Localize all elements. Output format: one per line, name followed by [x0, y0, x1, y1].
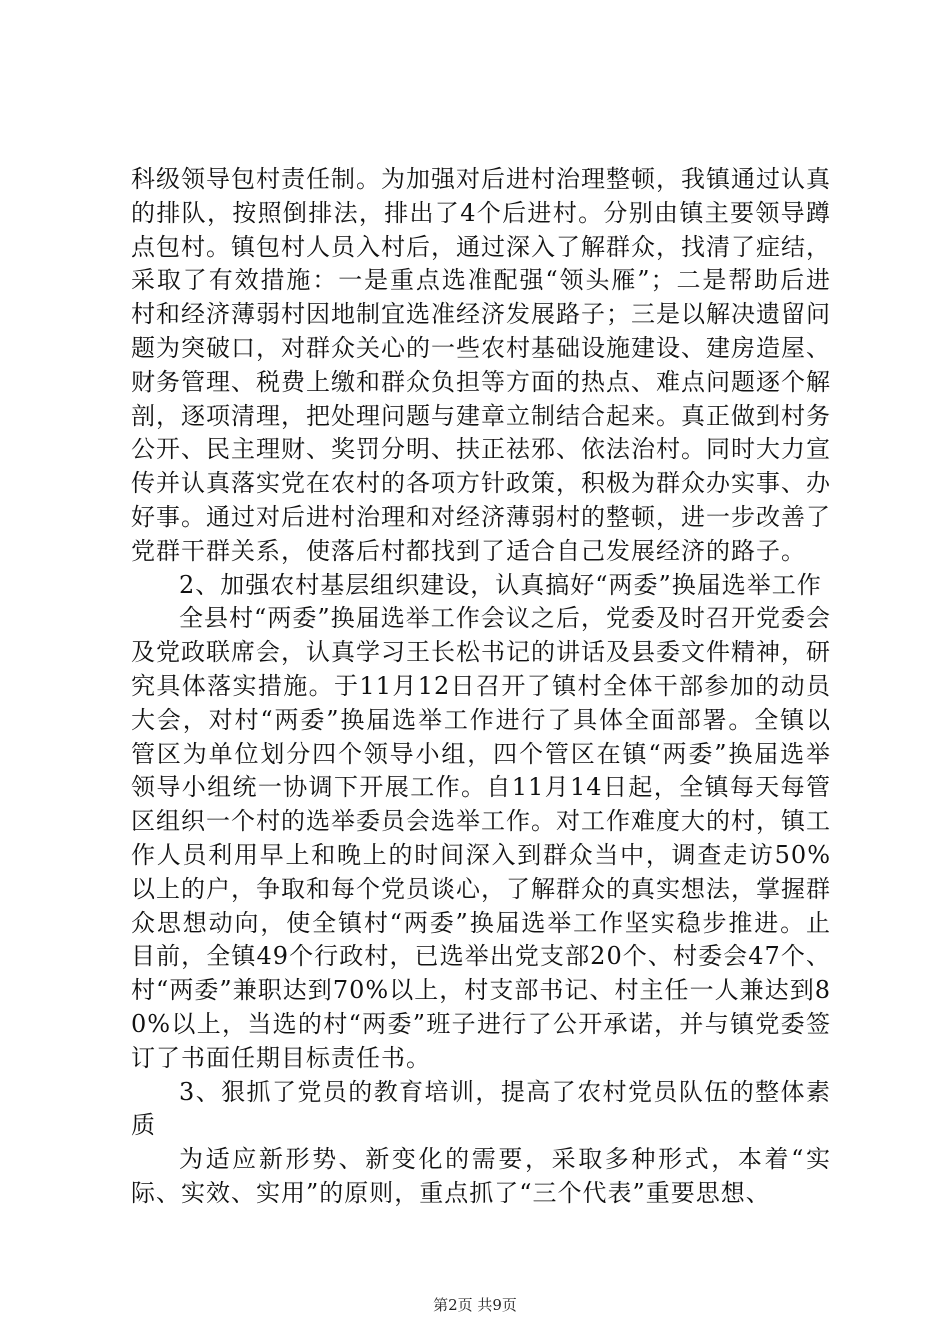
paragraph-continuation: 科级领导包村责任制。为加强对后进村治理整顿，我镇通过认真的排队，按照倒排法，排出了4个后进村。分别由镇主要领导蹲点包村。镇包村人员入村后，通过深入了解群众，找清了症结，采取了有效措施：一是重点选准配强“领头雁”；二是帮助后进村和经济薄弱村因地制宜选准经济发展路子；三是以解决遗留问题为突破口，对群众关心的一些农村基础设施建设、建房造屋、财务管理、税费上缴和群众负担等方面的热点、难点问题逐个解剖，逐项清理，把处理问题与建章立制结合起来。真正做到村务公开、民主理财、奖罚分明、扶正祛邪、依法治村。同时大力宣传并认真落实党在农村的各项方针政策，积极为群众办实事、办好事。通过对后进村治理和对经济薄弱村的整顿，进一步改善了党群干群关系，使落后村都找到了适合自己发展经济的路子。 [131, 165, 831, 565]
section-heading-3: 3、狠抓了党员的教育培训，提高了农村党员队伍的整体素质 [131, 1077, 831, 1140]
document-body [131, 163, 831, 1211]
page-footer: 第2页 共9页 [433, 1296, 517, 1314]
paragraph-election-work: 全县村“两委”换届选举工作会议之后，党委及时召开党委会及党政联席会，认真学习王长松书记的讲话及县委文件精神，研究具体落实措施。于11月12日召开了镇村全体干部参加的动员大会，对村“两委”换届选举工作进行了具体全面部署。全镇以管区为单位划分四个领导小组，四个管区在镇“两委”换届选举领导小组统一协调下开展工作。自11月14日起，全镇每天每管区组织一个村的选举委员会选举工作。对工作难度大的村，镇工作人员利用早上和晚上的时间深入到群众当中，调查走访50%以上的户，争取和每个党员谈心，了解群众的真实想法，掌握群众思想动向，使全镇村“两委”换届选举工作坚实稳步推进。止目前，全镇49个行政村，已选举出党支部20个、村委会47个、村“两委”兼职达到70%以上，村支部书记、村主任一人兼达到80%以上，当选的村“两委”班子进行了公开承诺，并与镇党委签订了书面任期目标责任书。 [131, 604, 831, 1072]
section-heading-2: 2、加强农村基层组织建设，认真搞好“两委”换届选举工作 [179, 570, 822, 599]
paragraph-training: 为适应新形势、新变化的需要，采取多种形式，本着“实际、实效、实用”的原则，重点抓了“三个代表”重要思想、 [131, 1145, 831, 1207]
